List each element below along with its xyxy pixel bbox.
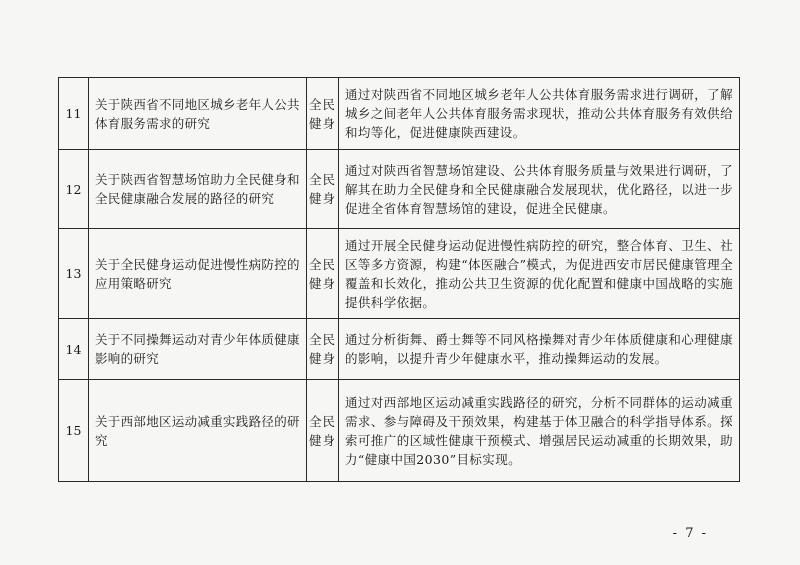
page-number: - 7 - xyxy=(672,526,708,541)
table-row xyxy=(59,150,740,229)
topic-category: 全民健身 xyxy=(307,319,339,380)
table-row xyxy=(59,78,740,150)
research-topics-table xyxy=(58,77,740,482)
row-number: 13 xyxy=(59,229,89,319)
row-number: 12 xyxy=(59,150,89,229)
table-row xyxy=(59,319,740,380)
topic-title: 关于陕西省不同地区城乡老年人公共体育服务需求的研究 xyxy=(89,78,307,150)
topic-title: 关于不同操舞运动对青少年体质健康影响的研究 xyxy=(89,319,307,380)
row-number: 14 xyxy=(59,319,89,380)
topic-category: 全民健身 xyxy=(307,229,339,319)
row-number: 11 xyxy=(59,78,89,150)
topic-description: 通过对陕西省不同地区城乡老年人公共体育服务需求进行调研，了解城乡之间老年人公共体育服务需求现状，推动公共体育服务有效供给和均等化，促进健康陕西建设。 xyxy=(339,78,740,150)
topic-title: 关于陕西省智慧场馆助力全民健身和全民健康融合发展的路径的研究 xyxy=(89,150,307,229)
topic-category: 全民健身 xyxy=(307,380,339,482)
topic-title: 关于全民健身运动促进慢性病防控的应用策略研究 xyxy=(89,229,307,319)
topic-category: 全民健身 xyxy=(307,78,339,150)
topic-description: 通过对陕西省智慧场馆建设、公共体育服务质量与效果进行调研，了解其在助力全民健身和全民健康融合发展现状，优化路径，以进一步促进全省体育智慧场馆的建设，促进全民健康。 xyxy=(339,150,740,229)
topic-description: 通过分析街舞、爵士舞等不同风格操舞对青少年体质健康和心理健康的影响，以提升青少年健康水平，推动操舞运动的发展。 xyxy=(339,319,740,380)
table-row xyxy=(59,229,740,319)
row-number: 15 xyxy=(59,380,89,482)
topic-description: 通过开展全民健身运动促进慢性病防控的研究，整合体育、卫生、社区等多方资源，构建“体医融合”模式，为促进西安市居民健康管理全覆盖和长效化，推动公共卫生资源的优化配置和健康中国战略的实施提供科学依据。 xyxy=(339,229,740,319)
table-row xyxy=(59,380,740,482)
topic-description: 通过对西部地区运动减重实践路径的研究，分析不同群体的运动减重需求、参与障碍及干预效果，构建基于体卫融合的科学指导体系。探索可推广的区域性健康干预模式、增强居民运动减重的长期效果，助力“健康中国2030”目标实现。 xyxy=(339,380,740,482)
topic-title: 关于西部地区运动减重实践路径的研究 xyxy=(89,380,307,482)
topic-category: 全民健身 xyxy=(307,150,339,229)
